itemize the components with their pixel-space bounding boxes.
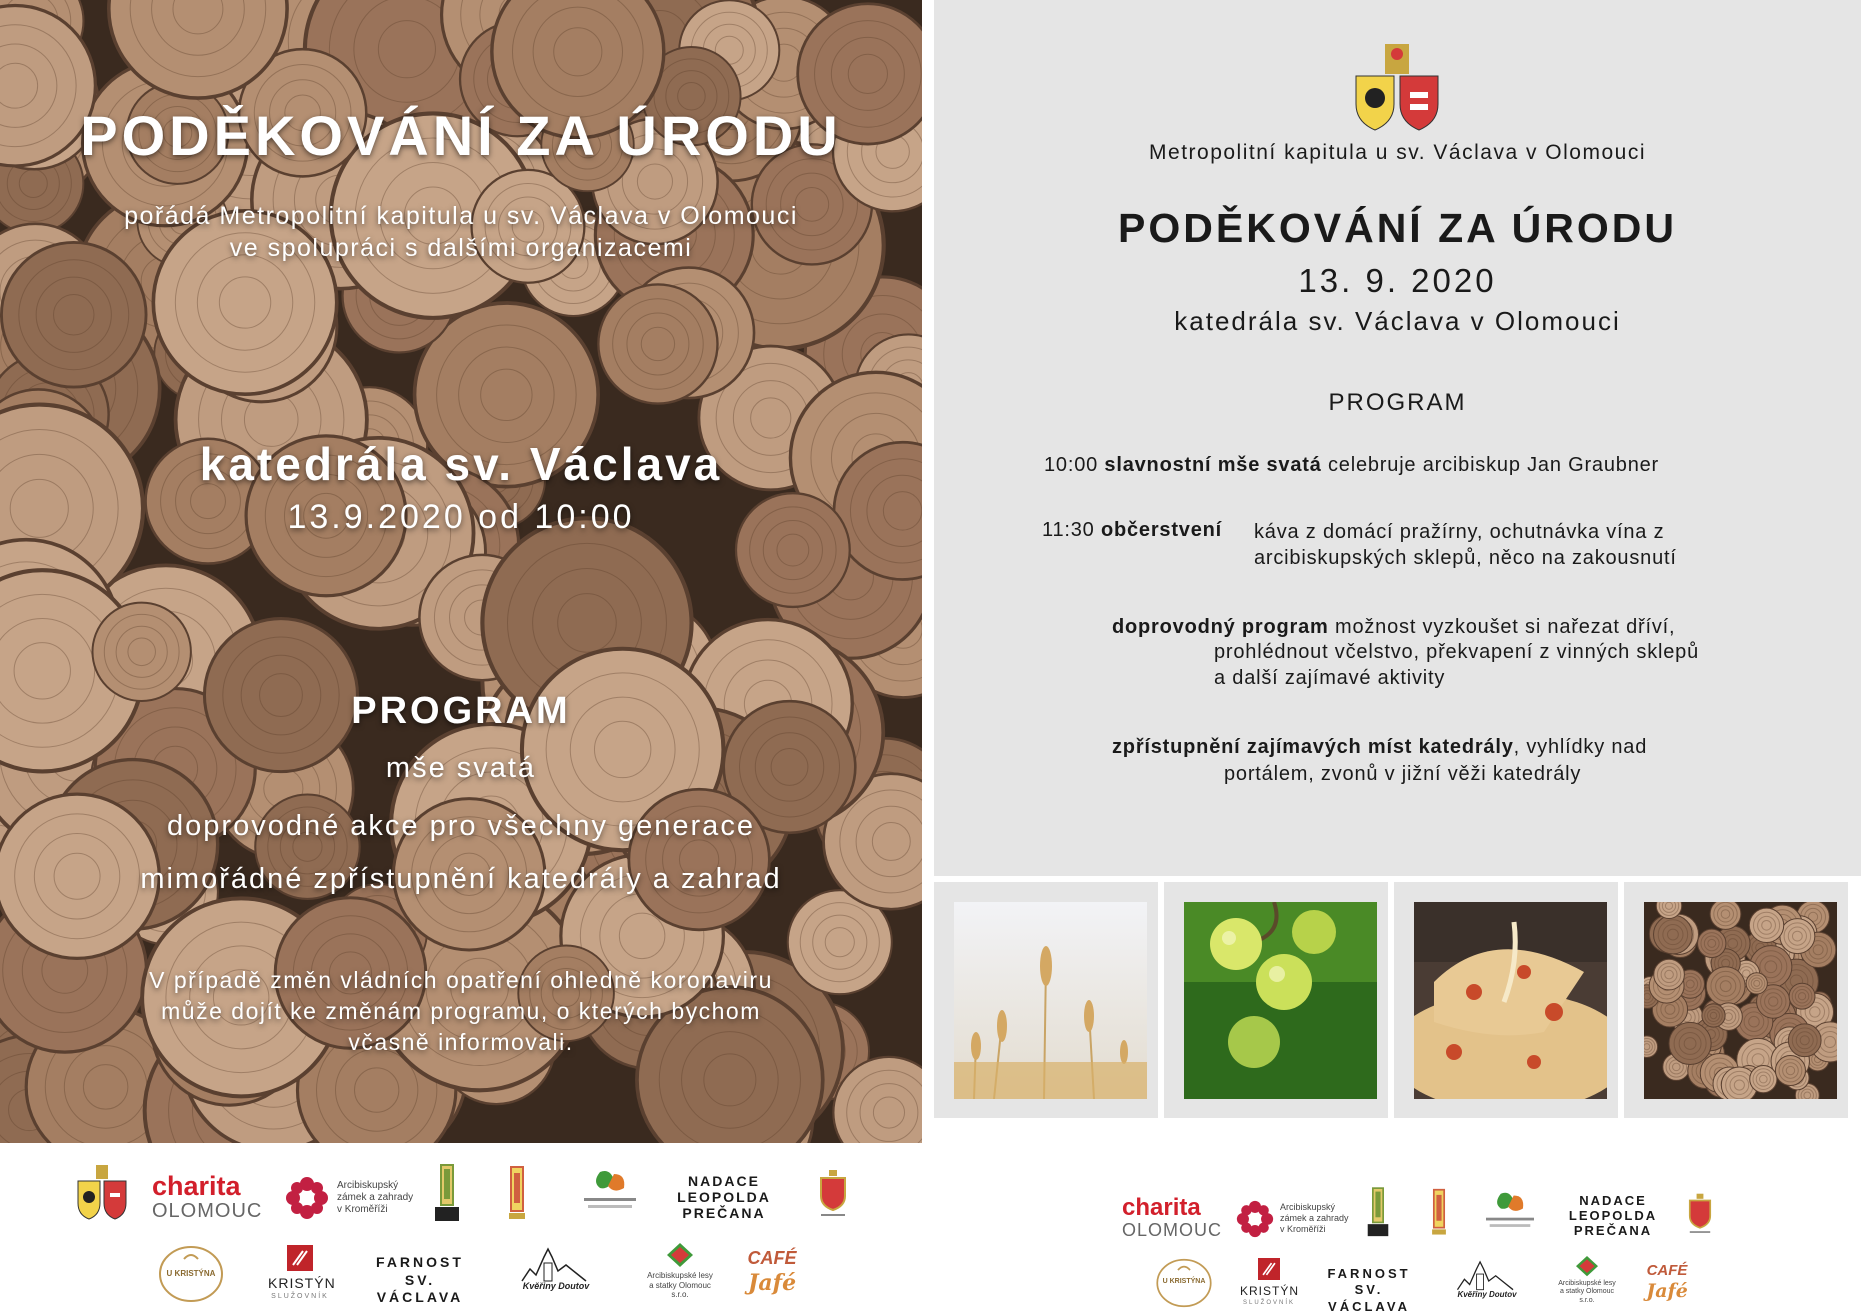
- program-time: 11:30: [1042, 519, 1095, 541]
- nadace-line: LEOPOLDA: [1568, 1207, 1658, 1223]
- kristyn-label: KRISTÝN: [1240, 1284, 1300, 1298]
- cafe-jafe-logo: [1644, 1262, 1690, 1310]
- cafe-label: CAFÉ: [1646, 1262, 1688, 1279]
- program-item-zpristupneni: [1112, 736, 1647, 759]
- zamek-kromeriz-logo: [285, 1176, 420, 1226]
- lesy-line: s.r.o.: [1579, 1296, 1595, 1304]
- cafe-label: CAFÉ: [747, 1248, 797, 1268]
- program-item-name: občerstvení: [1100, 519, 1223, 541]
- nadace-line: LEOPOLDA: [677, 1189, 771, 1206]
- olomouc-label: OLOMOUC: [1122, 1220, 1223, 1240]
- left-venue: katedrála sv. Václava: [199, 438, 723, 490]
- jafe-label: Jafé: [747, 1270, 797, 1296]
- arcibiskupske-lesy-logo: [640, 1243, 720, 1305]
- grapes-photo: [1184, 902, 1377, 1099]
- left-program-item: doprovodné akce pro všechny generace: [167, 810, 755, 842]
- photo-tile: [1394, 882, 1618, 1118]
- kristyn-sluzovnik-logo: [1240, 1258, 1298, 1310]
- kveriny-label: Kvěřiny Doutov: [1457, 1290, 1517, 1299]
- zamek-line: zámek a zahrady: [1280, 1212, 1349, 1223]
- left-organizer-line-1: pořádá Metropolitní kapitula u sv. Václava v Olomouci: [124, 202, 798, 230]
- nadace-leopolda-precana-logo: [1568, 1194, 1658, 1239]
- right-poster: [934, 0, 1861, 1316]
- nadace-line: PREČANA: [1573, 1222, 1653, 1238]
- program-item-name: doprovodný program: [1112, 616, 1329, 638]
- left-notice-line: V případě změn vládních opatření ohledně koronaviru: [149, 967, 773, 993]
- farnost-line: FARNOST: [1327, 1266, 1411, 1281]
- program-item-desc: arcibiskupských sklepů, něco na zakousnutí: [1254, 547, 1677, 569]
- kristyn-label: KRISTÝN: [268, 1275, 336, 1291]
- charita-olomouc-logo: [152, 1172, 264, 1222]
- program-item-desc: , vyhlídky nad: [1513, 736, 1648, 758]
- zamek-line: v Kroměříži: [337, 1204, 388, 1215]
- lesy-line: a statky Olomouc: [649, 1280, 711, 1290]
- program-item-desc: celebruje arcibiskup Jan Graubner: [1321, 454, 1660, 476]
- zamek-kromeriz-logo: [1236, 1200, 1351, 1244]
- nadace-line: NADACE: [1579, 1193, 1647, 1208]
- right-info-panel: [934, 0, 1861, 876]
- olomouc-label: OLOMOUC: [152, 1200, 263, 1222]
- u-kristyna-logo: [1154, 1258, 1214, 1308]
- farnost-line: SV. VÁCLAVA: [1328, 1282, 1410, 1314]
- right-program-heading: PROGRAM: [1328, 389, 1467, 416]
- kveriny-doutov-logo: [518, 1245, 594, 1297]
- right-title: PODĚKOVÁNÍ ZA ÚRODU: [1118, 205, 1677, 251]
- kveriny-label: Kvěřiny Doutov: [522, 1281, 590, 1291]
- left-organizer-line-2: ve spolupráci s dalšími organizacemi: [229, 234, 693, 262]
- regional-association-logo: [580, 1168, 640, 1220]
- charita-label: charita: [1122, 1194, 1201, 1221]
- kristyn-sluzovnik-logo: [268, 1245, 336, 1305]
- program-item-obcerstveni: [1042, 519, 1222, 542]
- program-item-desc: prohlédnout včelstvo, překvapení z vinných sklepů: [1214, 641, 1700, 663]
- winery-logo: [1430, 1188, 1448, 1238]
- wood-logs-photo: [1644, 902, 1837, 1099]
- program-item-mse: [1044, 454, 1659, 477]
- photo-tile: [1624, 882, 1848, 1118]
- wheat-photo: [954, 902, 1147, 1099]
- regional-association-logo: [1482, 1190, 1538, 1238]
- lesy-line: Arcibiskupské lesy: [1558, 1280, 1616, 1287]
- sluzovnik-label: SLUŽOVNÍK: [271, 1293, 329, 1300]
- right-organizer: Metropolitní kapitula u sv. Václava v Olomouci: [1149, 141, 1646, 164]
- program-item-desc: káva z domácí pražírny, ochutnávka vína z: [1254, 521, 1665, 543]
- program-item-desc: portálem, zvonů v jižní věži katedrály: [1224, 763, 1582, 785]
- coat-of-arms-emblem: [1352, 42, 1442, 134]
- cafe-jafe-logo: [746, 1248, 798, 1302]
- lesy-line: Arcibiskupské lesy: [647, 1271, 713, 1280]
- nadace-line: PREČANA: [682, 1205, 766, 1222]
- left-title: PODĚKOVÁNÍ ZA ÚRODU: [80, 104, 842, 167]
- charita-label: charita: [152, 1171, 241, 1201]
- right-venue: katedrála sv. Václava v Olomouci: [1174, 306, 1621, 336]
- left-notice-line: může dojít ke změnám programu, o kterých bychom: [161, 998, 761, 1024]
- chateau-winery-logo: [817, 1168, 849, 1222]
- zamek-line: Arcibiskupský: [337, 1180, 399, 1191]
- zamek-line: Arcibiskupský: [1280, 1202, 1336, 1212]
- nadace-leopolda-precana-logo: [674, 1173, 774, 1221]
- program-item-name: zpřístupnění zajímavých míst katedrály: [1112, 736, 1514, 758]
- sluzovnik-label: SLUŽOVNÍK: [1242, 1300, 1295, 1306]
- nadace-line: NADACE: [688, 1173, 760, 1189]
- program-item-desc: možnost vyzkoušet si nařezat dříví,: [1328, 616, 1676, 638]
- vineyard-logo: [433, 1163, 461, 1225]
- left-poster: [0, 0, 922, 1316]
- chateau-winery-logo: [1686, 1192, 1714, 1238]
- photo-strip: [934, 876, 1861, 1119]
- jafe-label: Jafé: [1646, 1280, 1688, 1302]
- right-date: 13. 9. 2020: [1298, 262, 1497, 299]
- left-program-item: mše svatá: [385, 752, 537, 784]
- left-datetime: 13.9.2020 od 10:00: [287, 498, 635, 536]
- photo-tile: [1164, 882, 1388, 1118]
- zamek-line: v Kroměříži: [1280, 1223, 1326, 1234]
- farnost-line: SV. VÁCLAVA: [376, 1271, 464, 1305]
- lesy-line: a statky Olomouc: [1559, 1288, 1615, 1296]
- charita-olomouc-logo: [1122, 1196, 1222, 1240]
- u-kristyna-label: U KRISTÝNA: [1162, 1278, 1206, 1285]
- coat-of-arms-logo: [74, 1163, 130, 1227]
- program-item-doprovodny: [1112, 616, 1675, 639]
- photo-tile: [934, 882, 1158, 1118]
- farnost-line: FARNOST: [376, 1254, 464, 1270]
- program-item-desc: a další zajímavé aktivity: [1214, 667, 1446, 689]
- left-program-heading: PROGRAM: [351, 690, 571, 732]
- winery-logo: [507, 1165, 527, 1223]
- u-kristyna-logo: [158, 1245, 224, 1303]
- vineyard-logo: [1366, 1186, 1390, 1240]
- farnost-sv-vaclava-logo: [365, 1254, 475, 1307]
- lesy-line: s.r.o.: [671, 1290, 689, 1300]
- pizza-photo: [1414, 902, 1607, 1099]
- u-kristyna-label: U KRISTÝNA: [166, 1269, 216, 1278]
- arcibiskupske-lesy-logo: [1552, 1256, 1622, 1312]
- kveriny-doutov-logo: [1454, 1258, 1520, 1306]
- zamek-line: zámek a zahrady: [337, 1192, 414, 1203]
- farnost-sv-vaclava-logo: [1319, 1266, 1419, 1315]
- left-notice-line: včasně informovali.: [348, 1029, 574, 1055]
- program-time: 10:00: [1044, 454, 1099, 476]
- program-item-name: slavnostní mše svatá: [1104, 454, 1322, 476]
- left-program-item: mimořádné zpřístupnění katedrály a zahrad: [140, 863, 782, 895]
